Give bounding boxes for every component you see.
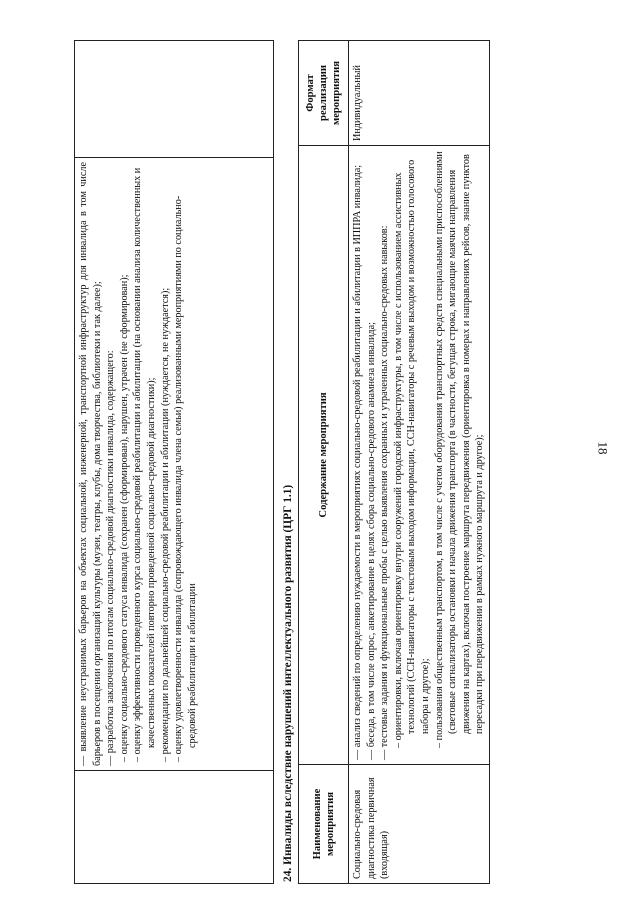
- header-name: Наименование мероприятия: [299, 765, 349, 884]
- header-format: Формат реализации мероприятия: [299, 41, 349, 146]
- table-row: [349, 41, 490, 884]
- list-item: — разработка заключения по итогам социально-средовой диагностики инвалида, содержащего:: [105, 350, 117, 766]
- section-title: 24. Инвалиды вследствие нарушений интеллектуального развития (ЦРГ 1.1): [282, 484, 294, 882]
- sub-list-item: – оценку эффективности проведенного курса социально-средовой реабилитации и абилитации (на основании анализа количественных и качественных показателей повторно проведенной социально-средовой диагностики);: [132, 167, 157, 762]
- cell-measure-name: Социально-средовая диагностика первичная (входящая): [349, 765, 490, 884]
- list-item: — выявление неустранимых барьеров на объектах социальной, инженерной, транспортной инфраструктур для инвалида в том числе барьеров в посещении организаций культуры (музеи, театры, клубы, дома творчества, библиотеки и так далее);: [78, 162, 103, 766]
- sub-list-item: – пользования общественным транспортом, в том числе с учетом оборудования транспортных средств специальными приспособлениями (световые сигнализаторы остановки и начала движения транспорта (в частности, бегущая строка, мигающие маячки направления движения на картах), включая построение маршрута передвижения (ориентировка в номерах и направлениях рейсов, знание пунктов пересадки при передвижении в рамках нужного маршрута и другое);: [433, 151, 486, 748]
- table-cell-content: [75, 158, 274, 771]
- header-content: Содержание мероприятия: [299, 146, 349, 765]
- sub-list-item: – оценку удовлетворенности инвалида (сопровождающего инвалида члена семьи) реализованными мероприятиями по социально-средовой реабилитации и абилитации: [173, 195, 198, 762]
- cell-measure-content: [349, 146, 490, 765]
- sub-list-item: – оценку социально-средового статуса инвалида (сохранен (сформирован), нарушен, утрачен (не сформирован);: [118, 274, 130, 762]
- list-item: — беседа, в том числе опрос, анкетирование в целях сбора социально-средового анамнеза инвалида;: [365, 322, 377, 760]
- measures-table: [298, 40, 490, 884]
- page-number: 18: [595, 441, 611, 455]
- table-header-row: [299, 41, 349, 884]
- table-row: [75, 41, 274, 884]
- table-cell-format: [75, 41, 274, 158]
- continued-table: [74, 40, 274, 884]
- list-item: — тестовые задания и функциональные пробы с целью выявления сохранных и утраченных социально-средовых навыков:: [379, 225, 391, 760]
- cell-measure-format: Индивидуальный: [349, 41, 490, 146]
- rotated-page-content: [0, 32, 640, 892]
- list-item: — анализ сведений по определению нуждаемости в мероприятиях социально-средовой реабилитации и абилитации в ИППРА инвалида;: [352, 164, 363, 760]
- table-cell-name: [75, 771, 274, 884]
- sub-list-item: – рекомендации по дальнейшей социально-средовой реабилитации и абилитации (нуждается, не нуждается);: [159, 287, 171, 762]
- sub-list-item: – ориентировки, включая ориентировку внутри сооружений городской инфраструктуры, в том числе с использованием ассистивных технологий (ССН-навигаторы с текстовым выходом информации, ССН-навигаторы с речевым выходом и возможностью голосового набора и другое);: [392, 159, 431, 748]
